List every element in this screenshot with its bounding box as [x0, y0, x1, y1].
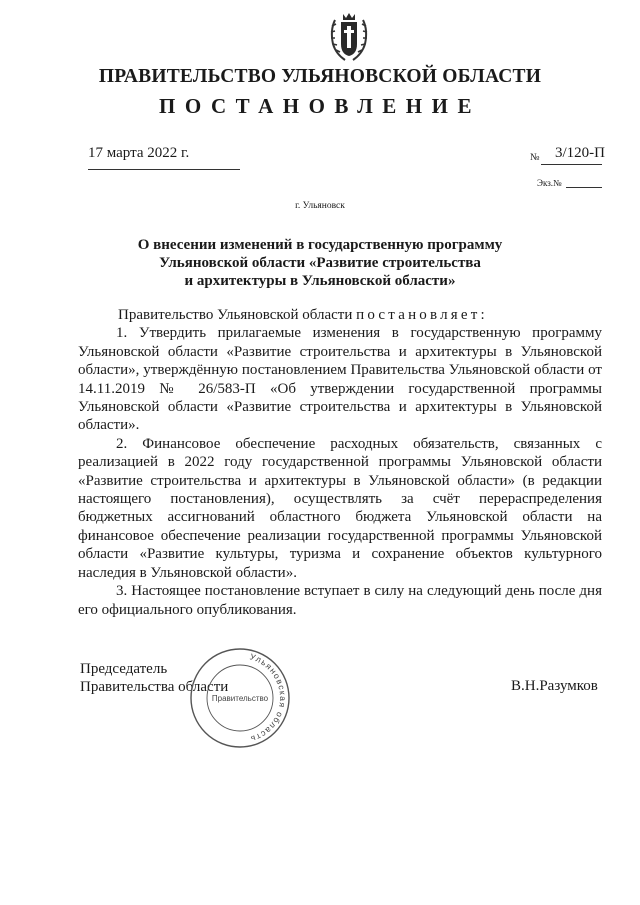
intro-paragraph [78, 306, 602, 324]
number-sign: № [530, 152, 540, 163]
heading-line-3: и архитектуры в Ульяновской области» [184, 273, 456, 289]
heading-line-2: Ульяновской области «Развитие строительства [159, 255, 481, 271]
intro-verb: постановляет: [356, 307, 488, 323]
signatory-role-line-1: Председатель [80, 661, 168, 677]
city-name: г. Ульяновск [295, 201, 345, 211]
svg-text:Правительство: Правительство [211, 694, 269, 703]
date-underline [88, 169, 240, 170]
official-seal-stamp [189, 647, 291, 749]
paragraph-3: 3. Настоящее постановление вступает в силу на следующий день после дня его официального опубликования. [78, 583, 602, 618]
paragraph-2: 2. Финансовое обеспечение расходных обязательств, связанных с реализацией в 2022 году государственной программы Ульяновской области «Развитие строительства и архитектуры в Ульяновской области» (в редакции настоящего постановления), осуществлять за счёт перераспределения бюджетных ассигнований областного бюджета Ульяновской области на финансовое обеспечение реализации государственной программы Ульяновской области «Развитие культуры, туризма и сохранение объектов культурного наследия в Ульяновской области». [78, 435, 602, 581]
svg-text:Ульяновская область: Ульяновская область [248, 651, 289, 745]
government-title: ПРАВИТЕЛЬСТВО УЛЬЯНОВСКОЙ ОБЛАСТИ [98, 66, 542, 87]
copy-number-underline [566, 187, 602, 188]
intro-subject: Правительство Ульяновской области [118, 307, 353, 323]
signatory-role-line-2: Правительства области [80, 679, 229, 695]
coat-of-arms-emblem [327, 10, 371, 64]
document-heading [0, 236, 640, 290]
number-underline [541, 164, 602, 165]
copy-number-label: Экз.№ [537, 178, 562, 188]
document-type: ПОСТАНОВЛЕНИЕ [159, 94, 481, 118]
signatory-name: В.Н.Разумков [511, 678, 598, 694]
document-body [78, 306, 602, 619]
document-date: 17 марта 2022 г. [88, 145, 190, 161]
heading-line-1: О внесении изменений в государственную программу [137, 237, 503, 253]
document-number: 3/120-П [555, 145, 605, 161]
paragraph-1: 1. Утвердить прилагаемые изменения в государственную программу Ульяновской области «Развитие строительства и архитектуры в Ульяновской области», утверждённую постановлением Правительства Ульяновской области от 14.11.2019 № 26/583-П «Об утверждении государственной программы Ульяновской области «Развитие строительства и архитектуры в Ульяновской области». [78, 325, 602, 434]
